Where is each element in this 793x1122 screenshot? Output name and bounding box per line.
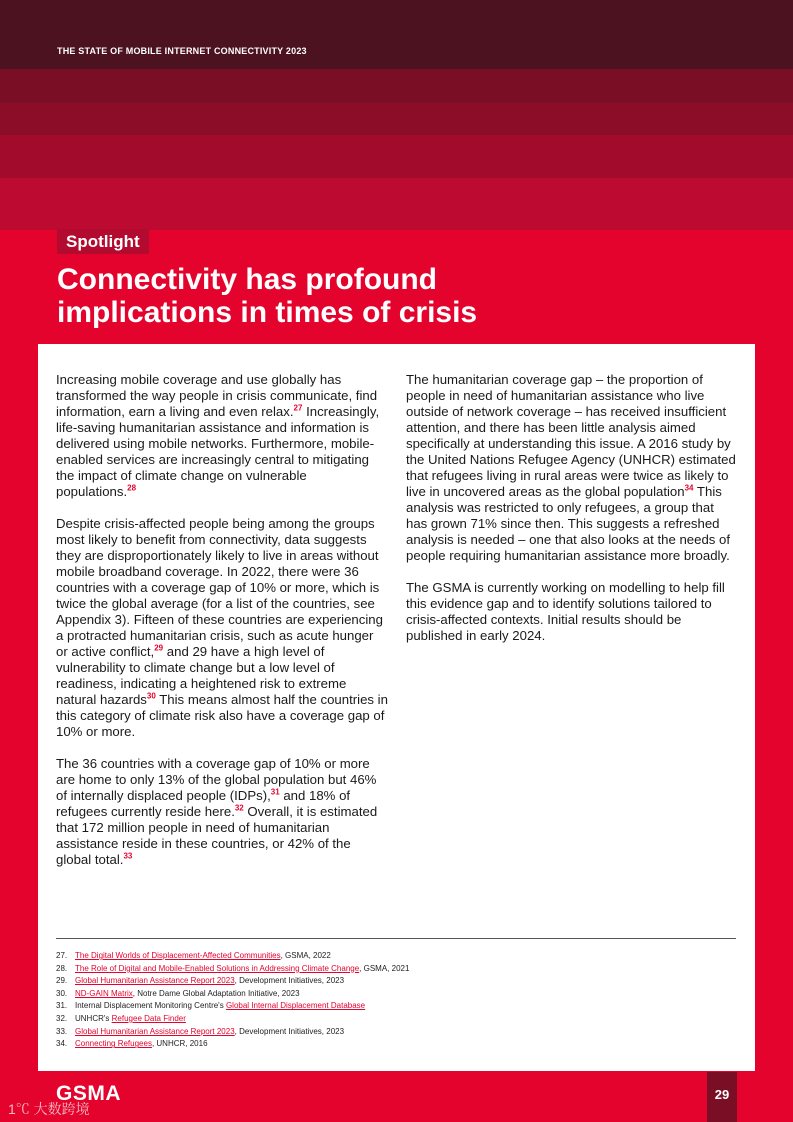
footnote-link[interactable]: Connecting Refugees: [75, 1039, 152, 1049]
decorative-band: [0, 103, 793, 135]
paragraph: [56, 516, 388, 740]
footnote-number: 33.: [56, 1026, 68, 1036]
footnote: [56, 1038, 746, 1051]
footnotes: [56, 950, 746, 1051]
left-column: [56, 372, 388, 884]
footnote-number: 32.: [56, 1013, 68, 1023]
header-band: [0, 0, 793, 69]
paragraph: [56, 372, 388, 500]
watermark: 1℃ 大数跨境: [8, 1101, 90, 1117]
headline-line-2: implications in times of crisis: [57, 296, 478, 329]
paragraph-text: Despite crisis-affected people being among the groups most likely to benefit from connectivity, data suggests they are disproportionately likely to live in areas without mobile broadband coverage. In 2022, there were 36 countries with a coverage gap of 10% or more, which is twice the global average (for a list of the countries, see Appendix 3). Fifteen of these countries are experiencing a protracted humanitarian crisis, such as acute hunger or active conflict,: [56, 516, 383, 659]
footnote-suffix: , GSMA, 2022: [280, 951, 331, 960]
footnote-divider: [56, 938, 736, 939]
spotlight-tag: Spotlight: [57, 229, 149, 254]
footnote-suffix: , Development Initiatives, 2023: [234, 976, 345, 986]
report-title: THE STATE OF MOBILE INTERNET CONNECTIVITY 2023: [57, 46, 307, 56]
footnote: [56, 975, 746, 988]
footnote-link[interactable]: The Digital Worlds of Displacement-Affected Communities: [75, 951, 281, 960]
paragraph-text: Overall, it is estimated that 172 million people in need of humanitarian assistance reside in these countries, or 42% of the global total.: [56, 804, 378, 867]
paragraph-text: The GSMA is currently working on modelling to help fill this evidence gap and to identify solutions tailored to crisis-affected contexts. Initial results should be published in early 2024.: [406, 580, 725, 643]
footnote-number: 27.: [56, 951, 68, 960]
footnote: [56, 963, 746, 976]
footnote-suffix: , UNHCR, 2016: [151, 1039, 208, 1049]
footnote-prefix: UNHCR's: [75, 1013, 112, 1023]
page-headline: [57, 263, 617, 329]
footnote-number: 34.: [56, 1039, 68, 1049]
paragraph-text: The humanitarian coverage gap – the proportion of people in need of humanitarian assistance who live outside of network coverage – has received insufficient attention, and there has been little analysis aimed specifically at understanding this issue. A 2016 study by the United Nations Refugee Agency (UNHCR) estimated that refugees living in rural areas were twice as likely to live in uncovered areas as the global population: [406, 372, 736, 499]
footnote-prefix: Internal Displacement Monitoring Centre's: [75, 1001, 226, 1011]
footnote: [56, 1026, 746, 1039]
gsma-logo: GSMA: [56, 1082, 121, 1105]
footnote-suffix: , Notre Dame Global Adaptation Initiative, 2023: [132, 988, 300, 998]
footnote-ref[interactable]: 29: [154, 643, 164, 653]
footnote-suffix: , GSMA, 2021: [359, 963, 410, 973]
footnote-number: 31.: [56, 1001, 68, 1011]
paragraph-text: and 29 have a high level of vulnerability to climate change but a low level of readiness, indicating a heightened risk to extreme natural hazards: [56, 644, 347, 707]
paragraph: [406, 372, 738, 564]
paragraph-text: Increasingly, life-saving humanitarian assistance and information is delivered using mobile networks. Furthermore, mobile-enabled services are increasingly central to mitigating the impact of climate change on vulnerable populations.: [56, 404, 380, 499]
footnote-ref[interactable]: 28: [127, 483, 137, 493]
paragraph-text: Increasing mobile coverage and use globally has transformed the way people in crisis communicate, find information, earn a living and even relax.: [56, 372, 378, 419]
paragraph: [406, 580, 738, 644]
footnote-ref[interactable]: 34: [684, 483, 694, 493]
footnote-link[interactable]: The Role of Digital and Mobile-Enabled Solutions in Addressing Climate Change: [75, 963, 360, 973]
footnote: [56, 988, 746, 1001]
footnote-number: 28.: [56, 963, 68, 973]
content-card: [38, 344, 755, 1071]
footnote-ref[interactable]: 33: [123, 851, 133, 861]
decorative-band: [0, 135, 793, 178]
footnote-suffix: , Development Initiatives, 2023: [234, 1026, 345, 1036]
footnote-number: 29.: [56, 976, 68, 986]
paragraph-text: This analysis was restricted to only refugees, a group that has grown 71% since then. This suggests a refreshed analysis is needed – one that also looks at the needs of people requiring humanitarian assistance more broadly.: [406, 484, 731, 563]
footnote-ref[interactable]: 32: [234, 803, 244, 813]
paragraph-text: This means almost half the countries in this category of climate risk also have a coverage gap of 10% or more.: [56, 692, 388, 739]
footnote-link[interactable]: Global Humanitarian Assistance Report 2023: [75, 1026, 235, 1036]
footnote: [56, 1000, 746, 1013]
decorative-band: [0, 178, 793, 230]
footnote-number: 30.: [56, 988, 68, 998]
footnote-ref[interactable]: 31: [270, 787, 280, 797]
right-column: [406, 372, 738, 660]
footnote-link[interactable]: Global Internal Displacement Database: [225, 1001, 366, 1011]
paragraph-text: and 18% of refugees currently reside here.: [56, 788, 351, 819]
footnote-link[interactable]: ND-GAIN Matrix: [75, 988, 133, 998]
footnote: [56, 1013, 746, 1026]
footnote-ref[interactable]: 27: [293, 403, 303, 413]
footnote: [56, 950, 746, 963]
paragraph: [56, 756, 388, 868]
paragraph-text: The 36 countries with a coverage gap of 10% or more are home to only 13% of the global population but 46% of internally displaced people (IDPs),: [56, 756, 377, 803]
footnote-link[interactable]: Refugee Data Finder: [111, 1013, 186, 1023]
headline-line-1: Connectivity has profound: [57, 263, 438, 296]
footnote-ref[interactable]: 30: [146, 691, 156, 701]
page-number: 29: [714, 1087, 730, 1102]
decorative-band: [0, 69, 793, 103]
footnote-link[interactable]: Global Humanitarian Assistance Report 2023: [75, 976, 235, 986]
